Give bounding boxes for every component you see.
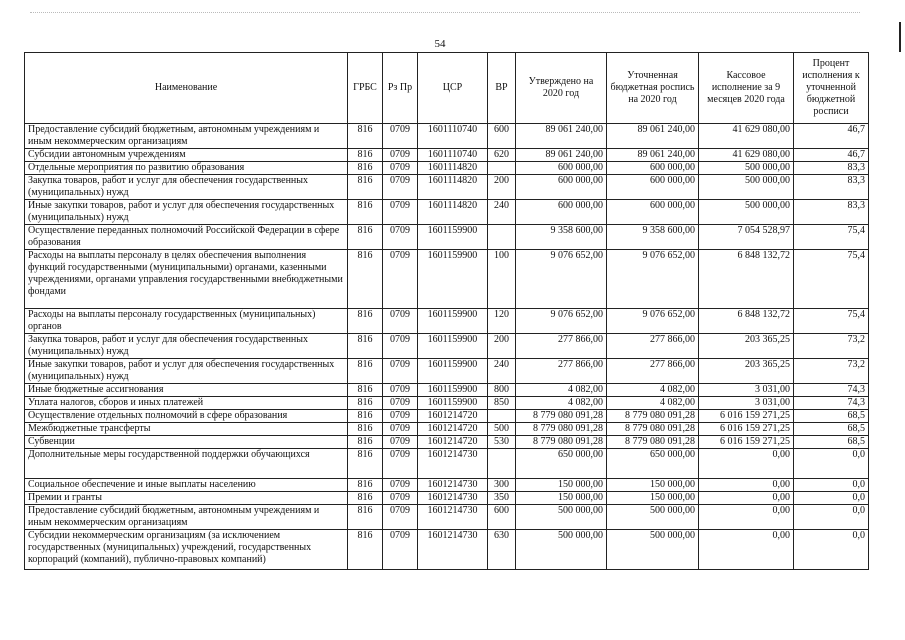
table-header-row bbox=[25, 53, 869, 124]
cell-csr: 1601214730 bbox=[418, 479, 488, 492]
cell-name: Субсидии автономным учреждениям bbox=[25, 149, 348, 162]
cell-refined: 8 779 080 091,28 bbox=[607, 410, 699, 423]
cell-vr: 600 bbox=[488, 505, 516, 530]
header-name: Наименование bbox=[25, 53, 348, 124]
cell-refined: 150 000,00 bbox=[607, 492, 699, 505]
cell-grbs: 816 bbox=[348, 436, 383, 449]
cell-refined: 89 061 240,00 bbox=[607, 149, 699, 162]
cell-csr: 1601110740 bbox=[418, 149, 488, 162]
cell-rzpr: 0709 bbox=[383, 162, 418, 175]
cell-csr: 1601214720 bbox=[418, 436, 488, 449]
cell-csr: 1601214720 bbox=[418, 410, 488, 423]
table-body bbox=[25, 124, 869, 570]
cell-refined: 8 779 080 091,28 bbox=[607, 423, 699, 436]
table-row bbox=[25, 530, 869, 570]
cell-name: Отдельные мероприятия по развитию образования bbox=[25, 162, 348, 175]
cell-grbs: 816 bbox=[348, 410, 383, 423]
cell-rzpr: 0709 bbox=[383, 359, 418, 384]
cell-cash: 500 000,00 bbox=[699, 175, 794, 200]
cell-cash: 6 016 159 271,25 bbox=[699, 410, 794, 423]
header-rzpr: Рз Пр bbox=[383, 53, 418, 124]
cell-rzpr: 0709 bbox=[383, 334, 418, 359]
cell-approved: 4 082,00 bbox=[516, 397, 607, 410]
cell-grbs: 816 bbox=[348, 162, 383, 175]
cell-rzpr: 0709 bbox=[383, 384, 418, 397]
page-number: 54 bbox=[434, 38, 446, 50]
cell-refined: 277 866,00 bbox=[607, 334, 699, 359]
table-row bbox=[25, 397, 869, 410]
cell-cash: 0,00 bbox=[699, 479, 794, 492]
cell-csr: 1601159900 bbox=[418, 384, 488, 397]
table-row bbox=[25, 225, 869, 250]
cell-name: Дополнительные меры государственной поддержки обучающихся bbox=[25, 449, 348, 479]
cell-refined: 600 000,00 bbox=[607, 162, 699, 175]
cell-percent: 46,7 bbox=[794, 149, 869, 162]
table-row bbox=[25, 250, 869, 309]
table-row bbox=[25, 410, 869, 423]
cell-grbs: 816 bbox=[348, 124, 383, 149]
cell-vr bbox=[488, 449, 516, 479]
cell-refined: 277 866,00 bbox=[607, 359, 699, 384]
cell-cash: 6 016 159 271,25 bbox=[699, 423, 794, 436]
cell-vr bbox=[488, 225, 516, 250]
cell-rzpr: 0709 bbox=[383, 505, 418, 530]
cell-vr bbox=[488, 410, 516, 423]
cell-refined: 600 000,00 bbox=[607, 175, 699, 200]
cell-refined: 150 000,00 bbox=[607, 479, 699, 492]
cell-approved: 650 000,00 bbox=[516, 449, 607, 479]
cell-grbs: 816 bbox=[348, 309, 383, 334]
cell-percent: 75,4 bbox=[794, 225, 869, 250]
cell-vr: 630 bbox=[488, 530, 516, 570]
cell-approved: 8 779 080 091,28 bbox=[516, 410, 607, 423]
header-percent: Процент исполнения к уточненной бюджетной росписи bbox=[794, 53, 869, 124]
cell-percent: 73,2 bbox=[794, 359, 869, 384]
cell-rzpr: 0709 bbox=[383, 423, 418, 436]
cell-approved: 600 000,00 bbox=[516, 175, 607, 200]
cell-approved: 89 061 240,00 bbox=[516, 149, 607, 162]
table-row bbox=[25, 200, 869, 225]
cell-percent: 0,0 bbox=[794, 530, 869, 570]
cell-name: Межбюджетные трансферты bbox=[25, 423, 348, 436]
cell-rzpr: 0709 bbox=[383, 124, 418, 149]
cell-grbs: 816 bbox=[348, 492, 383, 505]
cell-rzpr: 0709 bbox=[383, 225, 418, 250]
cell-refined: 9 358 600,00 bbox=[607, 225, 699, 250]
table-row bbox=[25, 309, 869, 334]
cell-cash: 0,00 bbox=[699, 449, 794, 479]
table-row bbox=[25, 423, 869, 436]
table-row bbox=[25, 124, 869, 149]
cell-vr: 350 bbox=[488, 492, 516, 505]
cell-grbs: 816 bbox=[348, 250, 383, 309]
cell-rzpr: 0709 bbox=[383, 410, 418, 423]
cell-refined: 500 000,00 bbox=[607, 530, 699, 570]
cell-vr: 600 bbox=[488, 124, 516, 149]
cell-percent: 0,0 bbox=[794, 449, 869, 479]
cell-grbs: 816 bbox=[348, 449, 383, 479]
cell-rzpr: 0709 bbox=[383, 175, 418, 200]
table-row bbox=[25, 175, 869, 200]
cell-percent: 0,0 bbox=[794, 492, 869, 505]
table-row bbox=[25, 505, 869, 530]
cell-percent: 73,2 bbox=[794, 334, 869, 359]
cell-vr: 240 bbox=[488, 359, 516, 384]
cell-cash: 41 629 080,00 bbox=[699, 124, 794, 149]
cell-cash: 3 031,00 bbox=[699, 397, 794, 410]
cell-vr bbox=[488, 162, 516, 175]
table-row bbox=[25, 334, 869, 359]
cell-csr: 1601214720 bbox=[418, 423, 488, 436]
scan-artifact-top bbox=[30, 12, 860, 21]
cell-rzpr: 0709 bbox=[383, 200, 418, 225]
cell-refined: 650 000,00 bbox=[607, 449, 699, 479]
cell-csr: 1601114820 bbox=[418, 200, 488, 225]
cell-csr: 1601214730 bbox=[418, 530, 488, 570]
cell-name: Уплата налогов, сборов и иных платежей bbox=[25, 397, 348, 410]
cell-approved: 9 358 600,00 bbox=[516, 225, 607, 250]
cell-approved: 600 000,00 bbox=[516, 162, 607, 175]
cell-csr: 1601214730 bbox=[418, 492, 488, 505]
header-cash: Кассовое исполнение за 9 месяцев 2020 года bbox=[699, 53, 794, 124]
cell-approved: 89 061 240,00 bbox=[516, 124, 607, 149]
cell-grbs: 816 bbox=[348, 149, 383, 162]
cell-grbs: 816 bbox=[348, 479, 383, 492]
cell-vr: 200 bbox=[488, 334, 516, 359]
cell-percent: 83,3 bbox=[794, 162, 869, 175]
budget-table bbox=[24, 52, 869, 570]
cell-percent: 74,3 bbox=[794, 384, 869, 397]
cell-csr: 1601214730 bbox=[418, 449, 488, 479]
cell-csr: 1601159900 bbox=[418, 250, 488, 309]
cell-name: Закупка товаров, работ и услуг для обеспечения государственных (муниципальных) нужд bbox=[25, 334, 348, 359]
cell-refined: 9 076 652,00 bbox=[607, 309, 699, 334]
cell-refined: 4 082,00 bbox=[607, 397, 699, 410]
cell-approved: 8 779 080 091,28 bbox=[516, 423, 607, 436]
cell-name: Иные бюджетные ассигнования bbox=[25, 384, 348, 397]
cell-approved: 277 866,00 bbox=[516, 334, 607, 359]
table-row bbox=[25, 449, 869, 479]
cell-rzpr: 0709 bbox=[383, 492, 418, 505]
cell-grbs: 816 bbox=[348, 530, 383, 570]
table-row bbox=[25, 149, 869, 162]
cell-refined: 89 061 240,00 bbox=[607, 124, 699, 149]
cell-vr: 620 bbox=[488, 149, 516, 162]
cell-percent: 46,7 bbox=[794, 124, 869, 149]
table-row bbox=[25, 359, 869, 384]
header-csr: ЦСР bbox=[418, 53, 488, 124]
cell-percent: 68,5 bbox=[794, 410, 869, 423]
cell-cash: 0,00 bbox=[699, 492, 794, 505]
cell-approved: 9 076 652,00 bbox=[516, 309, 607, 334]
header-vr: ВР bbox=[488, 53, 516, 124]
cell-name: Премии и гранты bbox=[25, 492, 348, 505]
cell-vr: 850 bbox=[488, 397, 516, 410]
cell-name: Иные закупки товаров, работ и услуг для обеспечения государственных (муниципальных) нужд bbox=[25, 200, 348, 225]
cell-percent: 75,4 bbox=[794, 309, 869, 334]
cell-csr: 1601159900 bbox=[418, 359, 488, 384]
cell-approved: 150 000,00 bbox=[516, 479, 607, 492]
cell-percent: 74,3 bbox=[794, 397, 869, 410]
cell-rzpr: 0709 bbox=[383, 309, 418, 334]
cell-vr: 530 bbox=[488, 436, 516, 449]
cell-percent: 68,5 bbox=[794, 423, 869, 436]
cell-grbs: 816 bbox=[348, 423, 383, 436]
cell-csr: 1601159900 bbox=[418, 334, 488, 359]
cell-approved: 500 000,00 bbox=[516, 530, 607, 570]
cell-name: Субвенции bbox=[25, 436, 348, 449]
cell-name: Расходы на выплаты персоналу государственных (муниципальных) органов bbox=[25, 309, 348, 334]
cell-refined: 8 779 080 091,28 bbox=[607, 436, 699, 449]
cell-grbs: 816 bbox=[348, 397, 383, 410]
cell-approved: 600 000,00 bbox=[516, 200, 607, 225]
cell-cash: 203 365,25 bbox=[699, 359, 794, 384]
cell-grbs: 816 bbox=[348, 384, 383, 397]
cell-percent: 0,0 bbox=[794, 479, 869, 492]
cell-vr: 200 bbox=[488, 175, 516, 200]
cell-csr: 1601110740 bbox=[418, 124, 488, 149]
cell-rzpr: 0709 bbox=[383, 479, 418, 492]
cell-approved: 277 866,00 bbox=[516, 359, 607, 384]
cell-approved: 4 082,00 bbox=[516, 384, 607, 397]
cell-vr: 120 bbox=[488, 309, 516, 334]
cell-grbs: 816 bbox=[348, 359, 383, 384]
cell-vr: 800 bbox=[488, 384, 516, 397]
cell-grbs: 816 bbox=[348, 175, 383, 200]
cell-name: Предоставление субсидий бюджетным, автономным учреждениям и иным некоммерческим организациям bbox=[25, 505, 348, 530]
table-row bbox=[25, 492, 869, 505]
cell-refined: 600 000,00 bbox=[607, 200, 699, 225]
cell-rzpr: 0709 bbox=[383, 436, 418, 449]
cell-rzpr: 0709 bbox=[383, 397, 418, 410]
table-row bbox=[25, 162, 869, 175]
table-row bbox=[25, 479, 869, 492]
cell-rzpr: 0709 bbox=[383, 449, 418, 479]
cell-cash: 203 365,25 bbox=[699, 334, 794, 359]
cell-rzpr: 0709 bbox=[383, 530, 418, 570]
cell-percent: 75,4 bbox=[794, 250, 869, 309]
cell-vr: 240 bbox=[488, 200, 516, 225]
cell-name: Расходы на выплаты персоналу в целях обеспечения выполнения функций государственными (муниципальными) органами, казенными учреждениями, органами управления государственными внебюджетными фондами bbox=[25, 250, 348, 309]
cell-csr: 1601114820 bbox=[418, 162, 488, 175]
cell-approved: 500 000,00 bbox=[516, 505, 607, 530]
cell-vr: 300 bbox=[488, 479, 516, 492]
cell-name: Предоставление субсидий бюджетным, автономным учреждениям и иным некоммерческим организациям bbox=[25, 124, 348, 149]
cell-rzpr: 0709 bbox=[383, 149, 418, 162]
cell-rzpr: 0709 bbox=[383, 250, 418, 309]
cell-grbs: 816 bbox=[348, 334, 383, 359]
cell-cash: 6 848 132,72 bbox=[699, 250, 794, 309]
cell-name: Субсидии некоммерческим организациям (за исключением государственных (муниципальных) учреждений, государственных корпораций (компаний), публично-правовых компаний) bbox=[25, 530, 348, 570]
cell-vr: 500 bbox=[488, 423, 516, 436]
cell-cash: 41 629 080,00 bbox=[699, 149, 794, 162]
cell-refined: 9 076 652,00 bbox=[607, 250, 699, 309]
cell-csr: 1601214730 bbox=[418, 505, 488, 530]
cell-cash: 0,00 bbox=[699, 505, 794, 530]
cell-cash: 0,00 bbox=[699, 530, 794, 570]
cell-approved: 150 000,00 bbox=[516, 492, 607, 505]
header-refined: Уточненная бюджетная роспись на 2020 год bbox=[607, 53, 699, 124]
cell-grbs: 816 bbox=[348, 200, 383, 225]
table-row bbox=[25, 436, 869, 449]
cell-cash: 6 016 159 271,25 bbox=[699, 436, 794, 449]
cell-percent: 83,3 bbox=[794, 175, 869, 200]
header-approved: Утверждено на 2020 год bbox=[516, 53, 607, 124]
cell-percent: 0,0 bbox=[794, 505, 869, 530]
cell-name: Закупка товаров, работ и услуг для обеспечения государственных (муниципальных) нужд bbox=[25, 175, 348, 200]
cell-csr: 1601159900 bbox=[418, 309, 488, 334]
cell-name: Осуществление переданных полномочий Российской Федерации в сфере образования bbox=[25, 225, 348, 250]
cell-cash: 500 000,00 bbox=[699, 162, 794, 175]
cell-percent: 83,3 bbox=[794, 200, 869, 225]
cell-name: Социальное обеспечение и иные выплаты населению bbox=[25, 479, 348, 492]
cell-percent: 68,5 bbox=[794, 436, 869, 449]
header-grbs: ГРБС bbox=[348, 53, 383, 124]
cell-csr: 1601159900 bbox=[418, 397, 488, 410]
cell-refined: 4 082,00 bbox=[607, 384, 699, 397]
cell-grbs: 816 bbox=[348, 225, 383, 250]
cell-approved: 8 779 080 091,28 bbox=[516, 436, 607, 449]
cell-csr: 1601159900 bbox=[418, 225, 488, 250]
scan-artifact-right bbox=[899, 22, 901, 52]
cell-cash: 6 848 132,72 bbox=[699, 309, 794, 334]
cell-name: Иные закупки товаров, работ и услуг для обеспечения государственных (муниципальных) нужд bbox=[25, 359, 348, 384]
cell-grbs: 816 bbox=[348, 505, 383, 530]
cell-cash: 500 000,00 bbox=[699, 200, 794, 225]
table-row bbox=[25, 384, 869, 397]
cell-cash: 7 054 528,97 bbox=[699, 225, 794, 250]
cell-name: Осуществление отдельных полномочий в сфере образования bbox=[25, 410, 348, 423]
cell-approved: 9 076 652,00 bbox=[516, 250, 607, 309]
cell-cash: 3 031,00 bbox=[699, 384, 794, 397]
cell-csr: 1601114820 bbox=[418, 175, 488, 200]
cell-refined: 500 000,00 bbox=[607, 505, 699, 530]
cell-vr: 100 bbox=[488, 250, 516, 309]
